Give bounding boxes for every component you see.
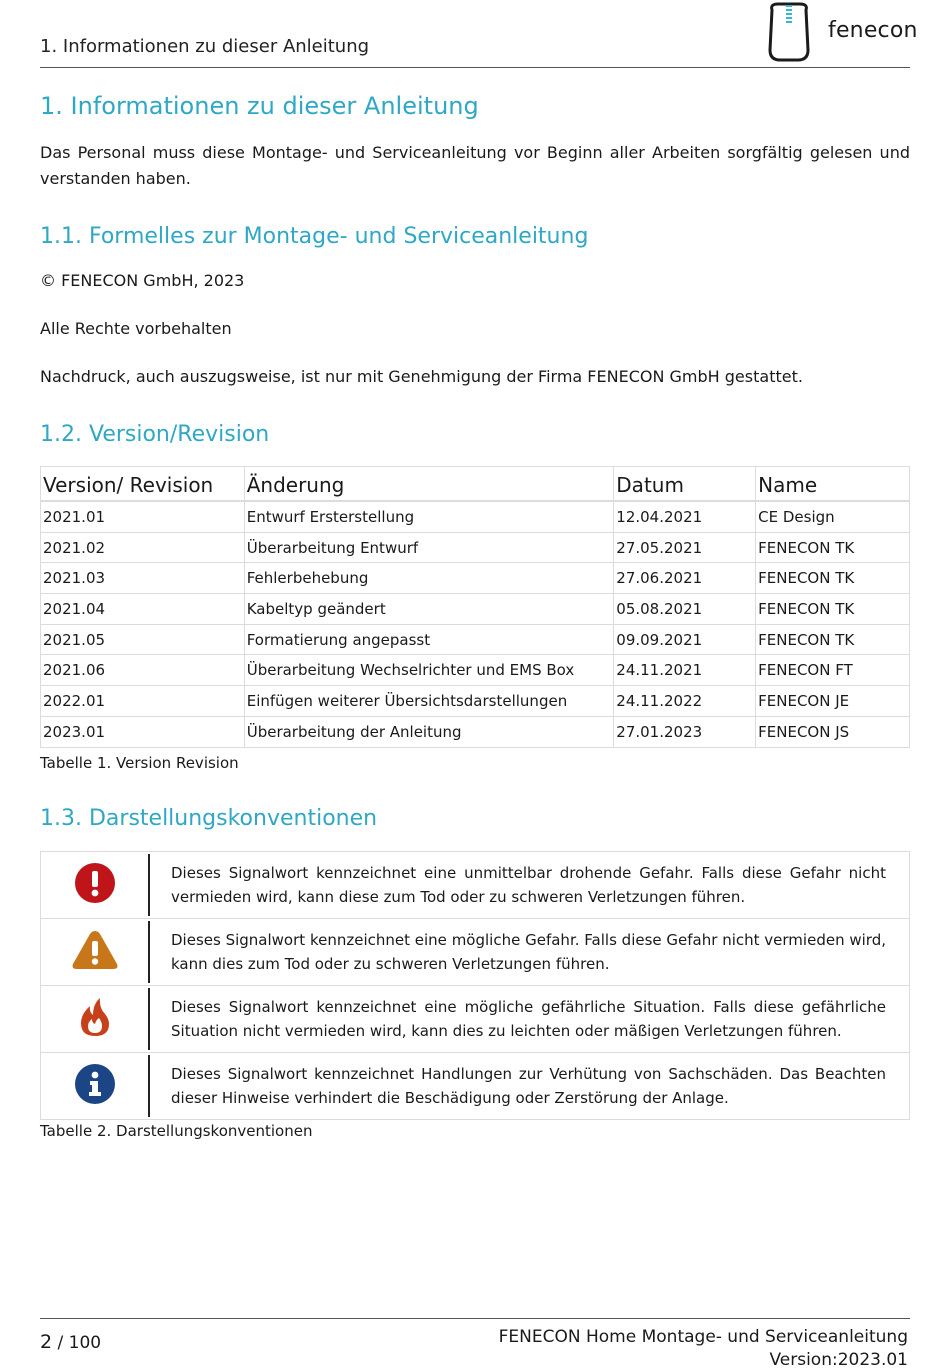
cell-name: FENECON TK xyxy=(756,532,910,563)
col-header-change: Änderung xyxy=(244,467,614,502)
cell-name: FENECON TK xyxy=(756,594,910,625)
cell-version: 2021.06 xyxy=(41,655,245,686)
page-number xyxy=(40,1331,101,1353)
cell-date: 24.11.2021 xyxy=(614,655,756,686)
reprint-text: Nachdruck, auch auszugsweise, ist nur mit Genehmigung der Firma FENECON GmbH gestattet. xyxy=(40,367,803,386)
table-row xyxy=(41,716,910,747)
caution-description: Dieses Signalwort kennzeichnet eine mögliche gefährliche Situation. Falls diese gefährliche Situation nicht vermieden wird, kann dies zu leichten oder mäßigen Verletzungen führen. xyxy=(150,986,910,1053)
cell-change: Einfügen weiterer Übersichtsdarstellungen xyxy=(244,686,614,717)
cell-name: FENECON JE xyxy=(756,686,910,717)
table-row xyxy=(41,563,910,594)
footer-doc-info xyxy=(499,1326,908,1372)
cell-change: Formatierung angepasst xyxy=(244,624,614,655)
info-icon xyxy=(74,1063,116,1105)
danger-icon xyxy=(74,862,116,904)
page-separator: / xyxy=(52,1333,69,1353)
col-header-name: Name xyxy=(756,467,910,502)
cell-name: FENECON TK xyxy=(756,563,910,594)
cell-name: FENECON TK xyxy=(756,624,910,655)
section-heading-1: 1. Informationen zu dieser Anleitung xyxy=(40,92,479,120)
revision-table xyxy=(40,466,910,748)
cell-name: FENECON JS xyxy=(756,716,910,747)
col-header-date: Datum xyxy=(614,467,756,502)
section-heading-1-1: 1.1. Formelles zur Montage- und Serviceanleitung xyxy=(40,224,589,249)
logo-text: fenecon xyxy=(828,18,918,43)
cell-date: 27.05.2021 xyxy=(614,532,756,563)
header-divider xyxy=(40,67,910,68)
table-row xyxy=(41,532,910,563)
cell-name: CE Design xyxy=(756,501,910,532)
cell-date: 12.04.2021 xyxy=(614,501,756,532)
cell-change: Überarbeitung Entwurf xyxy=(244,532,614,563)
col-header-version: Version/ Revision xyxy=(41,467,245,502)
copyright-text: © FENECON GmbH, 2023 xyxy=(40,271,245,290)
cell-version: 2021.05 xyxy=(41,624,245,655)
cell-change: Kabeltyp geändert xyxy=(244,594,614,625)
warning-icon xyxy=(71,929,119,971)
cell-version: 2022.01 xyxy=(41,686,245,717)
table-row xyxy=(41,919,910,986)
intro-paragraph: Das Personal muss diese Montage- und Serviceanleitung vor Beginn aller Arbeiten sorgfältig gelesen und verstanden haben. xyxy=(40,143,910,188)
cell-name: FENECON FT xyxy=(756,655,910,686)
table-caption-1: Tabelle 1. Version Revision xyxy=(40,754,239,772)
page-total: 100 xyxy=(68,1333,102,1353)
table-row xyxy=(41,1053,910,1120)
table-row xyxy=(41,594,910,625)
table-row xyxy=(41,501,910,532)
section-heading-1-2: 1.2. Version/Revision xyxy=(40,422,270,447)
page-current: 2 xyxy=(40,1331,53,1353)
table-header-row xyxy=(41,467,910,502)
table-row xyxy=(41,986,910,1053)
cell-version: 2021.04 xyxy=(41,594,245,625)
footer-version: Version:2023.01 xyxy=(769,1350,908,1370)
warning-description: Dieses Signalwort kennzeichnet eine mögliche Gefahr. Falls diese Gefahr nicht vermieden wird, kann dies zum Tod oder zu schweren Verletzungen führen. xyxy=(150,919,910,986)
footer-doc-title: FENECON Home Montage- und Serviceanleitung xyxy=(498,1327,908,1347)
cell-version: 2021.02 xyxy=(41,532,245,563)
cell-version: 2021.01 xyxy=(41,501,245,532)
cell-change: Entwurf Ersterstellung xyxy=(244,501,614,532)
cell-change: Überarbeitung Wechselrichter und EMS Box xyxy=(244,655,614,686)
info-description: Dieses Signalwort kennzeichnet Handlungen zur Verhütung von Sachschäden. Das Beachten dieser Hinweise verhindert die Beschädigung oder Zerstörung der Anlage. xyxy=(150,1053,910,1120)
cell-change: Fehlerbehebung xyxy=(244,563,614,594)
section-heading-1-3: 1.3. Darstellungskonventionen xyxy=(40,806,378,831)
cell-version: 2021.03 xyxy=(41,563,245,594)
table-row xyxy=(41,686,910,717)
table-caption-2: Tabelle 2. Darstellungskonventionen xyxy=(40,1122,313,1140)
cell-date: 27.01.2023 xyxy=(614,716,756,747)
cell-version: 2023.01 xyxy=(41,716,245,747)
cell-date: 24.11.2022 xyxy=(614,686,756,717)
cell-date: 09.09.2021 xyxy=(614,624,756,655)
caution-flame-icon xyxy=(78,996,112,1038)
table-row xyxy=(41,852,910,919)
cell-date: 05.08.2021 xyxy=(614,594,756,625)
conventions-table xyxy=(40,851,910,1120)
footer-divider xyxy=(40,1318,910,1319)
running-header: 1. Informationen zu dieser Anleitung xyxy=(40,36,370,57)
table-row xyxy=(41,655,910,686)
rights-text: Alle Rechte vorbehalten xyxy=(40,319,232,338)
table-row xyxy=(41,624,910,655)
cell-change: Überarbeitung der Anleitung xyxy=(244,716,614,747)
cell-date: 27.06.2021 xyxy=(614,563,756,594)
danger-description: Dieses Signalwort kennzeichnet eine unmittelbar drohende Gefahr. Falls diese Gefahr nicht vermieden wird, kann diese zum Tod oder zu schweren Verletzungen führen. xyxy=(150,852,910,919)
